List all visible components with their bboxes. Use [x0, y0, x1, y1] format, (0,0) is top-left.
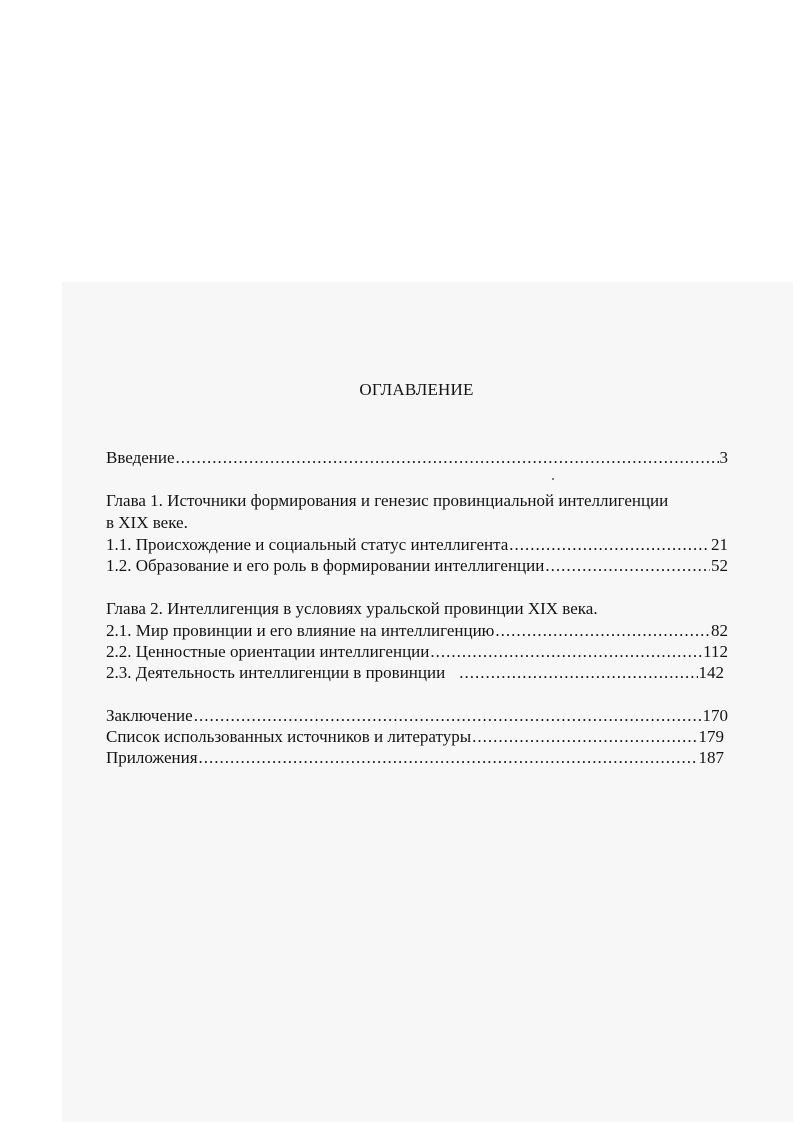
toc-page-number: 179	[698, 727, 724, 746]
toc-entry-section-2-2	[106, 642, 728, 662]
toc-leader-dots	[495, 621, 710, 641]
toc-page-number: 187	[698, 748, 724, 767]
toc-leader-dots	[430, 642, 702, 662]
toc-entry-label: Заключение	[106, 706, 193, 725]
toc-page-number: 21	[711, 535, 728, 554]
page-title: ОГЛАВЛЕНИЕ	[359, 380, 474, 399]
toc-entry-label: Список использованных источников и литературы	[106, 727, 472, 746]
toc-entry-label: Приложения	[106, 748, 198, 767]
chapter-1-heading-continuation: в XIX веке.	[106, 513, 188, 532]
toc-entry-appendices	[106, 748, 724, 768]
toc-leader-dots	[176, 448, 719, 468]
toc-entry-label: Введение	[106, 448, 175, 467]
toc-leader-dots	[194, 706, 702, 726]
chapter-1-heading: Глава 1. Источники формирования и генезис провинциальной интеллигенции	[106, 491, 669, 510]
toc-page-number: 142	[698, 663, 724, 682]
toc-page-number: 3	[719, 448, 728, 467]
toc-leader-dots	[472, 727, 697, 747]
toc-leader-dots	[509, 535, 710, 555]
toc-leader-dots	[459, 663, 697, 683]
toc-entry-label: 1.2. Образование и его роль в формировании интеллигенции	[106, 556, 545, 575]
toc-page-number: 82	[711, 621, 728, 640]
toc-entry-label: 2.1. Мир провинции и его влияние на интеллигенцию	[106, 621, 495, 640]
toc-entry-introduction	[106, 448, 728, 468]
toc-page-number: 170	[702, 706, 728, 725]
toc-leader-dots	[199, 748, 698, 768]
scanned-page-area	[62, 282, 793, 1122]
toc-entry-bibliography	[106, 727, 724, 747]
toc-entry-section-1-2	[106, 556, 728, 576]
toc-entry-section-2-3	[106, 663, 724, 683]
toc-page-number: 52	[711, 556, 728, 575]
toc-entry-section-2-1	[106, 621, 728, 641]
toc-entry-section-1-1	[106, 535, 728, 555]
toc-entry-conclusion	[106, 706, 728, 726]
toc-page-number: 112	[703, 642, 728, 661]
chapter-2-heading: Глава 2. Интеллигенция в условиях уральской провинции XIX века.	[106, 599, 598, 618]
toc-entry-label: 1.1. Происхождение и социальный статус интеллигента	[106, 535, 509, 554]
scan-speck	[552, 478, 554, 480]
toc-entry-label: 2.2. Ценностные ориентации интеллигенции	[106, 642, 430, 661]
toc-entry-label: 2.3. Деятельность интеллигенции в провинции	[106, 663, 446, 682]
toc-leader-dots	[545, 556, 710, 576]
